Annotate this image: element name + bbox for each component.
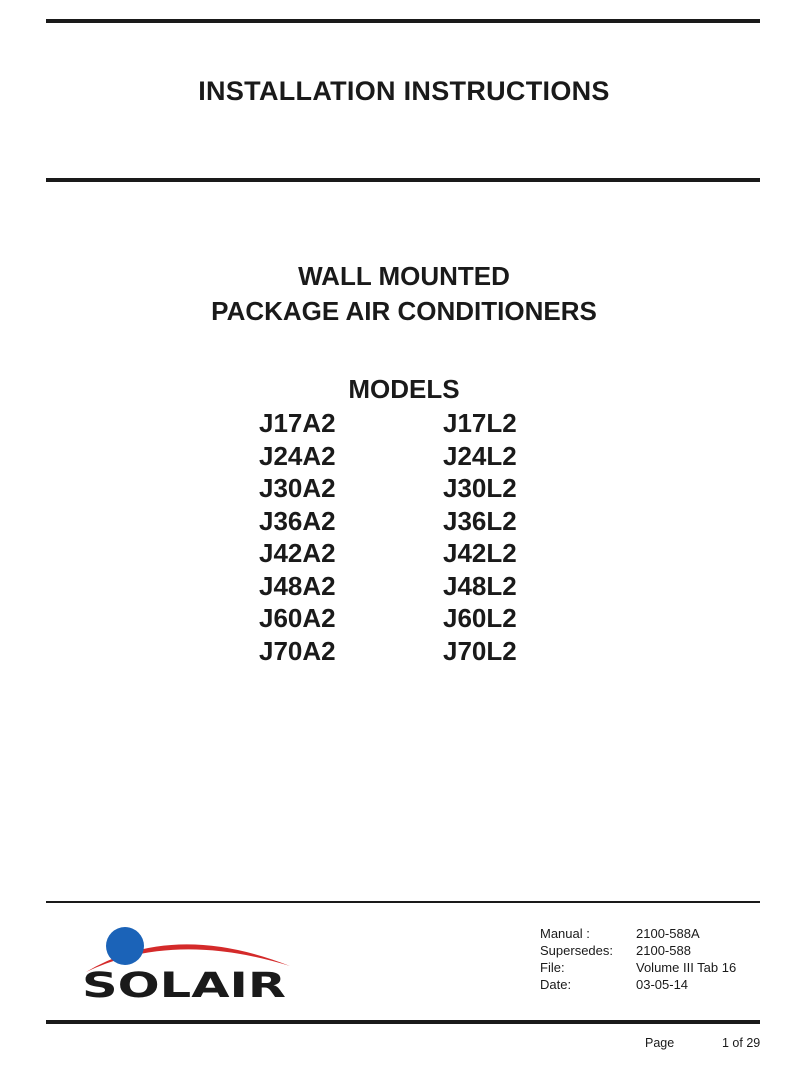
supersedes-value: 2100-588 bbox=[636, 943, 691, 958]
model-item: J24L2 bbox=[443, 440, 517, 471]
model-item: J36L2 bbox=[443, 505, 517, 536]
models-column-a bbox=[259, 407, 336, 667]
model-item: J60A2 bbox=[259, 603, 336, 633]
date-label: Date: bbox=[540, 977, 572, 992]
model-item: J42A2 bbox=[259, 538, 336, 568]
models-heading: MODELS bbox=[348, 374, 460, 404]
model-item: J24A2 bbox=[259, 440, 336, 471]
logo-sun bbox=[106, 927, 144, 965]
model-item: J70L2 bbox=[443, 635, 517, 666]
solair-logo bbox=[78, 922, 298, 1002]
meta-row-file bbox=[540, 959, 736, 976]
product-title-line-2: PACKAGE AIR CONDITIONERS bbox=[211, 296, 597, 326]
meta-row-manual bbox=[540, 925, 736, 942]
document-title: INSTALLATION INSTRUCTIONS bbox=[198, 76, 610, 106]
logo-text: SOLAIR bbox=[82, 966, 287, 1002]
manual-label: Manual : bbox=[540, 926, 590, 941]
models-column-l bbox=[443, 407, 517, 667]
model-item: J30A2 bbox=[259, 473, 336, 503]
file-value: Volume III Tab 16 bbox=[636, 960, 737, 975]
top-rule bbox=[46, 19, 760, 23]
file-label: File: bbox=[540, 960, 565, 975]
model-item: J17L2 bbox=[443, 408, 517, 438]
model-item: J60L2 bbox=[443, 603, 517, 633]
model-item: J17A2 bbox=[259, 408, 336, 438]
manual-value: 2100-588A bbox=[636, 926, 700, 941]
document-meta bbox=[540, 925, 736, 993]
model-item: J36A2 bbox=[259, 505, 336, 536]
date-value: 03-05-14 bbox=[636, 977, 689, 992]
title-divider-rule bbox=[46, 178, 760, 182]
model-item: J30L2 bbox=[443, 473, 517, 503]
model-item: J70A2 bbox=[259, 635, 336, 666]
product-title-line-1: WALL MOUNTED bbox=[298, 261, 510, 291]
model-item: J48A2 bbox=[259, 570, 336, 601]
page-number: 1 of 29 bbox=[722, 1036, 761, 1050]
model-item: J42L2 bbox=[443, 538, 517, 568]
supersedes-label: Supersedes: bbox=[540, 943, 613, 958]
meta-row-supersedes bbox=[540, 942, 736, 959]
meta-row-date bbox=[540, 976, 736, 993]
footer-bottom-rule bbox=[46, 1020, 760, 1024]
footer-top-rule bbox=[46, 901, 760, 903]
model-item: J48L2 bbox=[443, 570, 517, 601]
product-title bbox=[0, 259, 808, 329]
page-label: Page bbox=[645, 1036, 675, 1050]
